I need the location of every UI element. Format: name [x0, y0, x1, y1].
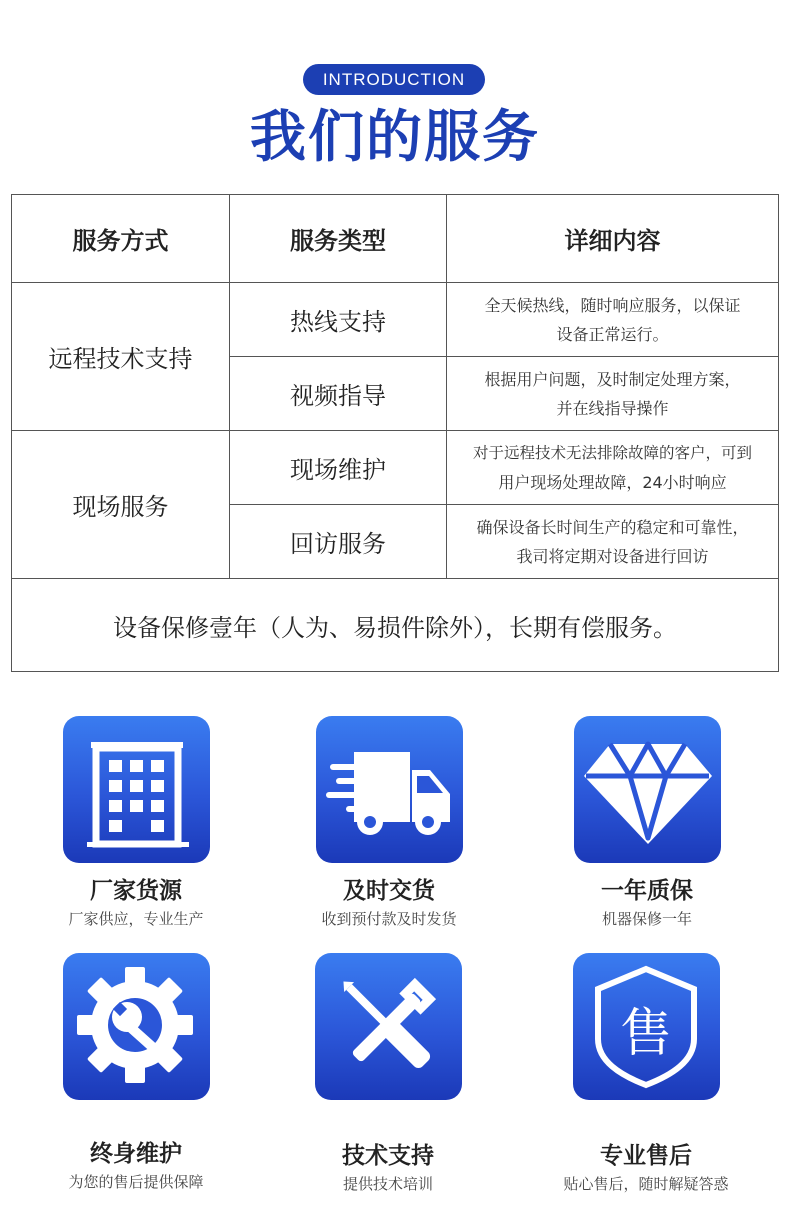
- feature-subtitle: 贴心售后，随时解疑答惑: [563, 1175, 729, 1193]
- service-table: [11, 194, 779, 672]
- warranty-note: 设备保修壹年（人为、易损件除外），长期有偿服务。: [12, 579, 779, 672]
- service-type-video: 视频指导: [230, 357, 447, 431]
- feature-title: 终身维护: [90, 1141, 182, 1167]
- after-sales-icon: [573, 953, 720, 1100]
- service-type-onsite-maintenance: 现场维护: [230, 431, 447, 505]
- feature-subtitle: 提供技术培训: [342, 1175, 433, 1193]
- feature-factory-source: [36, 716, 236, 929]
- service-detail-hotline: [447, 283, 779, 357]
- feature-title: 及时交货: [343, 878, 435, 904]
- feature-technical-support: [288, 953, 488, 1194]
- feature-title: 专业售后: [600, 1143, 692, 1169]
- column-header-type: 服务类型: [230, 195, 447, 283]
- truck-icon: [316, 716, 463, 863]
- service-detail-video: [447, 357, 779, 431]
- after-sales-glyph: 售: [619, 1004, 672, 1064]
- detail-line: 根据用户问题，及时制定处理方案，: [484, 369, 741, 389]
- page-title: 我们的服务: [250, 105, 540, 170]
- detail-line: 并在线指导操作: [556, 398, 669, 418]
- detail-line: 设备正常运行。: [556, 324, 669, 344]
- detail-line: 确保设备长时间生产的稳定和可靠性，: [476, 517, 749, 537]
- diamond-icon: [574, 716, 721, 863]
- detail-line: 对于远程技术无法排除故障的客户，可到: [472, 443, 752, 462]
- feature-title: 厂家货源: [90, 878, 182, 904]
- detail-line: 全天候热线，随时响应服务，以保证: [484, 295, 741, 315]
- service-detail-onsite-maintenance: [447, 431, 779, 505]
- feature-title: 一年质保: [601, 878, 693, 904]
- service-method-onsite: 现场服务: [12, 431, 230, 579]
- feature-subtitle: 厂家供应，专业生产: [68, 910, 204, 928]
- detail-line: 用户现场处理故障，24小时响应: [498, 472, 727, 492]
- table-header-row: [12, 195, 779, 283]
- gear-wrench-icon: [63, 953, 210, 1100]
- feature-subtitle: 收到预付款及时发货: [321, 910, 457, 928]
- feature-subtitle: 为您的售后提供保障: [68, 1173, 204, 1191]
- feature-professional-after-sales: [546, 953, 746, 1194]
- service-type-return-visit: 回访服务: [230, 505, 447, 579]
- table-footer-row: [12, 579, 779, 672]
- table-row: [12, 431, 779, 505]
- feature-title: 技术支持: [342, 1143, 434, 1169]
- table-row: [12, 283, 779, 357]
- service-type-hotline: 热线支持: [230, 283, 447, 357]
- tools-icon: [315, 953, 462, 1100]
- service-detail-return-visit: [447, 505, 779, 579]
- service-method-remote: 远程技术支持: [12, 283, 230, 431]
- feature-one-year-warranty: [547, 716, 747, 929]
- introduction-badge: INTRODUCTION: [303, 64, 485, 95]
- feature-subtitle: 机器保修一年: [601, 910, 692, 928]
- feature-lifetime-maintenance: [36, 953, 236, 1192]
- column-header-method: 服务方式: [12, 195, 230, 283]
- column-header-detail: 详细内容: [447, 195, 779, 283]
- building-icon: [63, 716, 210, 863]
- detail-line: 我司将定期对设备进行回访: [516, 546, 709, 566]
- feature-timely-delivery: [289, 716, 489, 929]
